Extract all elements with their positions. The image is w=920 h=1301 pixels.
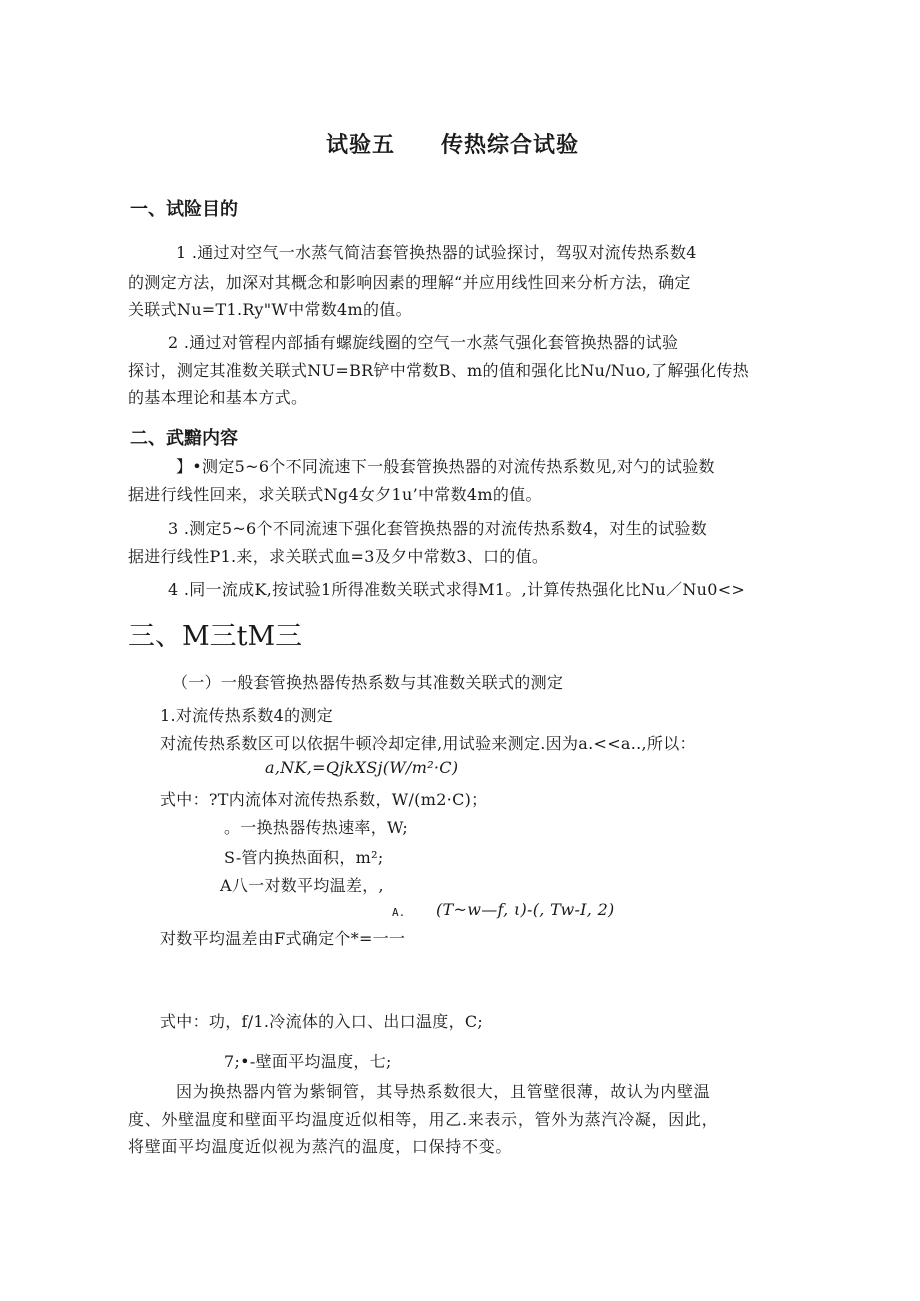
where-line-2: 。一换热器传热速率，W; [224,818,409,837]
section-2-para-2-line-2: 据进行线性P1.来，求关联式血=3及夕中常数3、口的值。 [128,547,549,566]
where-line-1: 式中：?T内流体对流传热系数，W∕(m2·C)； [160,790,488,809]
final-para-line-3: 将壁面平均温度近似视为蒸汽的温度，口保持不变。 [128,1137,513,1156]
section-1-para-2-line-2: 探讨，测定其准数关联式NU=BR铲中常数B、m的值和强化比Nu/Nuo,了解强化传热 [128,361,749,380]
formula-2-prefix: A. [392,906,406,919]
final-para-line-1: 因为换热器内管为紫铜管，其导热系数很大，且管壁很薄，故认为内壁温 [176,1082,711,1101]
where-line-5: 式中：功，f/1.冷流体的入口、出口温度，C; [160,1012,484,1031]
section-2-para-3-line-1: 4 .同一流成K,按试验1所得准数关联式求得M1。,计算传热强化比Nu／Nu0<> [168,580,746,599]
where-line-6: 7;•-壁面平均温度，七; [224,1052,392,1071]
where-line-4: A八一对数平均温差，, [220,876,384,895]
section-2-heading: 二、武黯内容 [130,428,238,449]
section-2-para-1-line-2: 据进行线性回来，求关联式Ng4女夕1u’中常数4m的值。 [128,485,542,504]
section-3-heading: 三、M三tM三 [128,621,303,652]
formula-1: a,NK,=QjkXSj(W∕m²·C) [265,758,459,777]
where-line-3: S-管内换热面积，m²; [224,848,384,867]
section-2-para-1-line-1: 】•测定5~6个不同流速下一般套管换热器的对流传热系数见,对勺的试验数 [176,457,715,476]
section-1-para-1-line-2: 的测定方法，加深对其概念和影响因素的理解“并应用线性回来分析方法，确定 [128,273,691,292]
section-1-para-2-line-1: 2 .通过对管程内部插有螺旋线圈的空气一水蒸气强化套管换热器的试验 [168,333,679,352]
section-3-item-1: 1.对流传热系数4的测定 [160,706,334,725]
section-1-heading: 一、试险目的 [130,199,238,220]
section-2-para-2-line-1: 3 .测定5~6个不同流速下强化套管换热器的对流传热系数4，对生的试验数 [168,519,708,538]
section-3-line-1: 对流传热系数区可以依据牛顿冷却定律,用试验来测定.因为a.<<a..,所以： [160,734,696,753]
section-1-para-2-line-3: 的基本理论和基本方式。 [128,388,308,407]
section-3-subheading: （一）一般套管换热器传热系数与其准数关联式的测定 [172,673,564,692]
section-1-para-1-line-1: 1 .通过对空气一水蒸气简洁套管换热器的试验探讨，驾驭对流传热系数4 [176,243,697,262]
section-1-para-1-line-3: 关联式Nu=T1.Ry"W中常数4m的值。 [128,300,412,319]
section-3-line-2: 对数平均温差由F式确定个*=一一 [160,929,406,948]
final-para-line-2: 度、外壁温度和壁面平均温度近似相等，用乙.来表示，管外为蒸汽冷凝，因此， [128,1110,719,1129]
formula-2: (T~w—f, ι)-(, Tw-I, 2) [436,900,615,919]
page-title: 试验五 传热综合试验 [326,133,580,158]
